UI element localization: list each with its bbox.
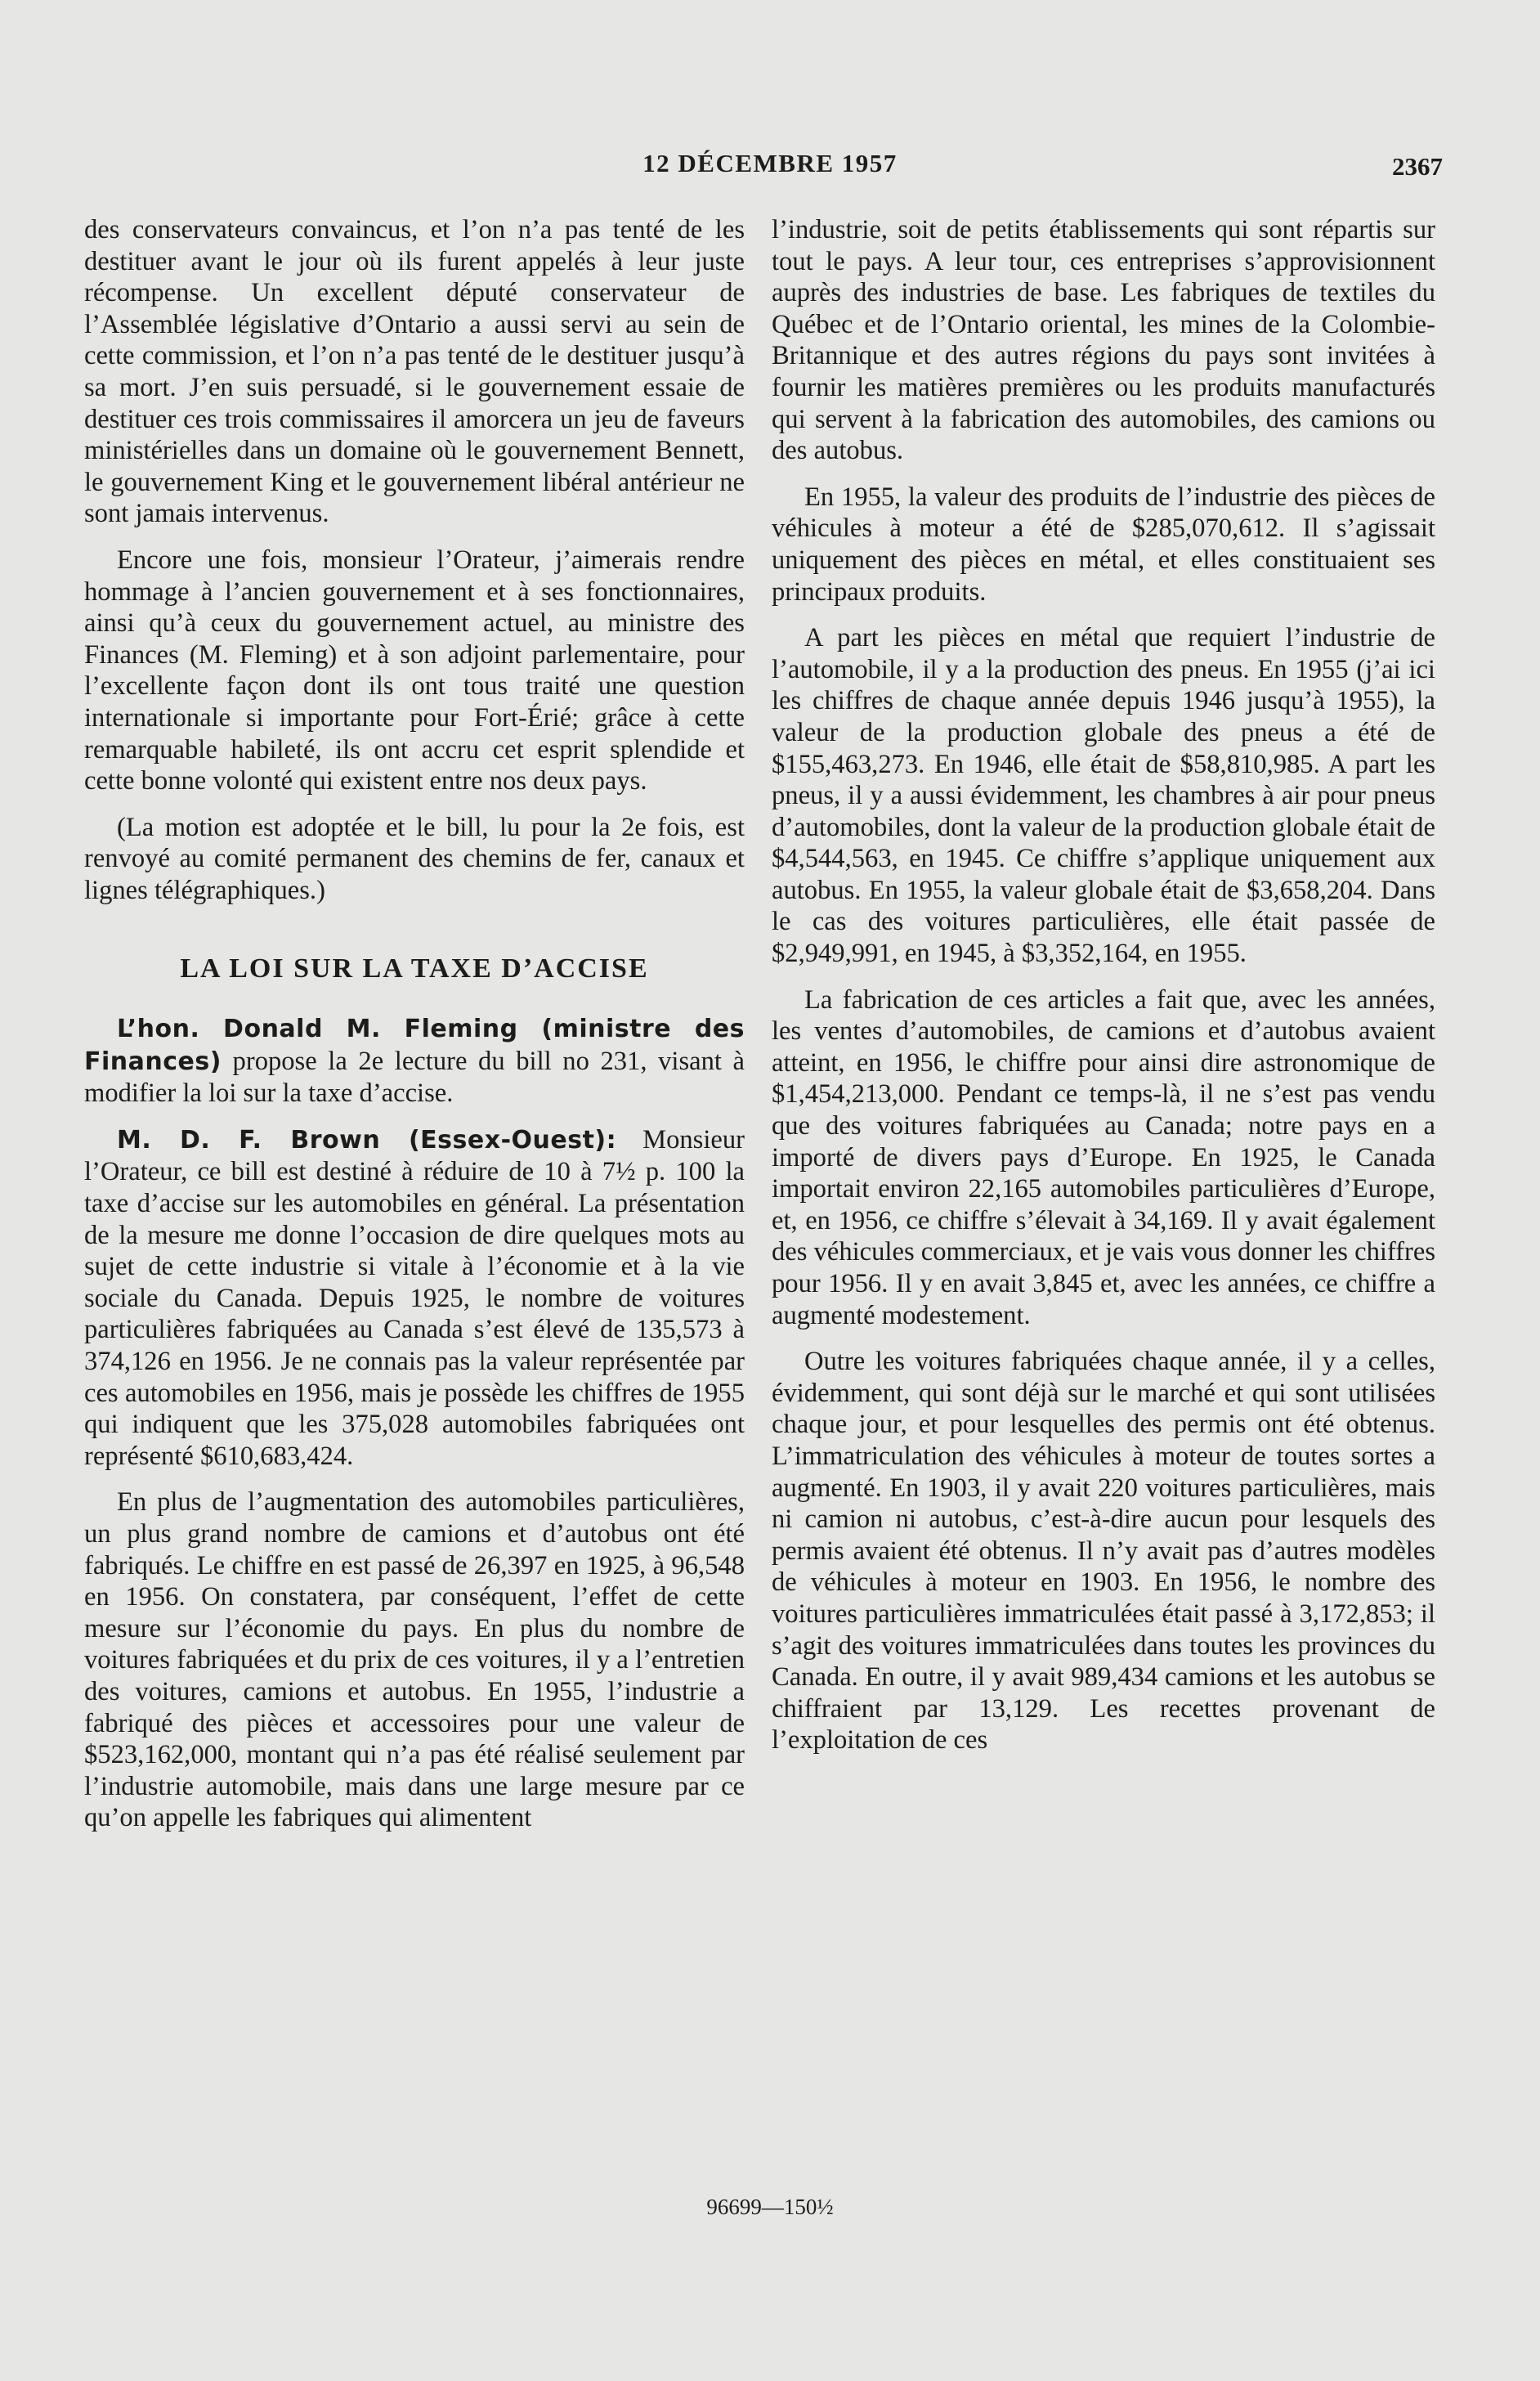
paragraph: (La motion est adoptée et le bill, lu pour la 2e fois, est renvoyé au comité permanent des chemins de fer, canaux et lignes télégraphiques.) xyxy=(84,812,745,905)
paragraph xyxy=(84,1013,745,1110)
left-column xyxy=(84,214,745,1849)
speaker-name: L’hon. Donald M. Fleming (ministre des Finances) xyxy=(84,1015,745,1076)
speech-text: propose la 2e lecture du bill no 231, visant à modifier la loi sur la taxe d’accise. xyxy=(84,1046,745,1109)
paragraph: La fabrication de ces articles a fait que, avec les années, les ventes d’automobiles, de camions et d’autobus avaient atteint, en 1956, le chiffre pour ainsi dire astronomique de $1,454,213,000. Pendant ce temps-là, il ne s’est pas vendu que des voitures fabriquées au Canada; notre pays en a importé de divers pays d’Europe. En 1925, le Canada importait environ 22,165 automobiles particulières d’Europe, et, en 1956, ce chiffre s’élevait à 34,169. Il y avait également des véhicules commerciaux, et je vais vous donner les chiffres pour 1956. Il y en avait 3,845 et, avec les années, ce chiffre a augmenté modestement. xyxy=(772,984,1435,1330)
right-column xyxy=(772,214,1435,1771)
paragraph: l’industrie, soit de petits établissements qui sont répartis sur tout le pays. A leur tour, ces entreprises s’approvisionnent auprès des industries de base. Les fabriques de textiles du Québec et de l’Ontario oriental, les mines de la Colombie-Britannique et des autres régions du pays sont invitées à fournir les matières premières ou les produits manufacturés qui servent à la fabrication des automobiles, des camions ou des autobus. xyxy=(772,215,1435,466)
footer-code: 96699—150½ xyxy=(706,2195,834,2219)
paragraph xyxy=(84,1124,745,1473)
paragraph: Outre les voitures fabriquées chaque année, il y a celles, évidemment, qui sont déjà sur le marché et qui sont utilisées chaque jour, et pour lesquelles des permis ont été obtenus. L’immatriculation des véhicules à moteur de toutes sortes a augmenté. En 1903, il y avait 220 voitures particulières, mais ni camion ni autobus, c’est-à-dire aucun pour lesquels des permis avaient été obtenus. Il n’y avait pas d’autres modèles de véhicules à moteur en 1903. En 1956, le nombre des voitures particulières immatriculées était passé à 3,172,853; il s’agit des voitures immatriculées dans toutes les provinces du Canada. En outre, il y avait 989,434 camions et les autobus se chiffraient par 13,129. Les recettes provenant de l’exploitation de ces xyxy=(772,1347,1435,1755)
paragraph: En plus de l’augmentation des automobiles particulières, un plus grand nombre de camions et d’autobus ont été fabriqués. Le chiffre en est passé de 26,397 en 1925, à 96,548 en 1956. On constatera, par conséquent, l’effet de cette mesure sur l’économie du pays. En plus du nombre de voitures fabriquées et du prix de ces voitures, il y a l’entretien des voitures, camions et autobus. En 1955, l’industrie a fabriqué des pièces et accessoires pour une valeur de $523,162,000, montant qui n’a pas été réalisé seulement par l’industrie automobile, mais dans une large mesure par ce qu’on appelle les fabriques qui alimentent xyxy=(84,1487,745,1833)
paragraph: En 1955, la valeur des produits de l’industrie des pièces de véhicules à moteur a été de $285,070,612. Il s’agissait uniquement des pièces en métal, et elles constituaient ses principaux produits. xyxy=(772,482,1435,607)
paragraph: Encore une fois, monsieur l’Orateur, j’aimerais rendre hommage à l’ancien gouvernement et à ses fonctionnaires, ainsi qu’à ceux du gouvernement actuel, au ministre des Finances (M. Fleming) et à son adjoint parlementaire, pour l’excellente façon dont ils ont tous traité une question internationale si importante pour Fort-Érié; grâce à cette remarquable habileté, ils ont accru cet esprit splendide et cette bonne volonté qui existent entre nos deux pays. xyxy=(84,545,745,796)
paragraph: A part les pièces en métal que requiert l’industrie de l’automobile, il y a la production des pneus. En 1955 (j’ai ici les chiffres de chaque année depuis 1946 jusqu’à 1955), la valeur de la production globale des pneus a été de $155,463,273. En 1946, elle était de $58,810,985. A part les pneus, il y a aussi évidemment, les chambres à air pour pneus d’automobiles, dont la valeur de la production globale était de $4,544,563, en 1945. Ce chiffre s’applique uniquement aux autobus. En 1955, la valeur globale était de $3,658,204. Dans le cas des voitures particulières, elle était passée de $2,949,991, en 1945, à $3,352,164, en 1955. xyxy=(772,623,1435,969)
page-number: 2367 xyxy=(1392,152,1443,181)
paragraph: des conservateurs convaincus, et l’on n’a pas tenté de les destituer avant le jour où ils furent appelés à leur juste récompense. Un excellent député conservateur de l’Assemblée législative d’Ontario a aussi servi au sein de cette commission, et l’on n’a pas tenté de le destituer jusqu’à sa mort. J’en suis persuadé, si le gouvernement essaie de destituer ces trois commissaires il amorcera un jeu de faveurs ministérielles dans un domaine où le gouvernement Bennett, le gouvernement King et le gouvernement libéral antérieur ne sont jamais intervenus. xyxy=(84,215,745,529)
speech-text: Monsieur l’Orateur, ce bill est destiné à réduire de 10 à 7½ p. 100 la taxe d’accise sur les automobiles en général. La présentation de la mesure me donne l’occasion de dire quelques mots au sujet de cette industrie si vitale à l’économie et à la vie sociale du Canada. Depuis 1925, le nombre de voitures particulières fabriquées au Canada s’est élevé de 135,573 à 374,126 en 1956. Je ne connais pas la valeur représentée par ces automobiles en 1956, mais je possède les chiffres de 1955 qui indiquent que les 375,028 automobiles fabriquées ont représenté $610,683,424. xyxy=(84,1124,745,1471)
speaker-name: M. D. F. Brown (Essex-Ouest): xyxy=(117,1125,617,1155)
section-heading: LA LOI SUR LA TAXE D’ACCISE xyxy=(180,953,649,984)
page-date-header: 12 DÉCEMBRE 1957 xyxy=(642,149,898,177)
